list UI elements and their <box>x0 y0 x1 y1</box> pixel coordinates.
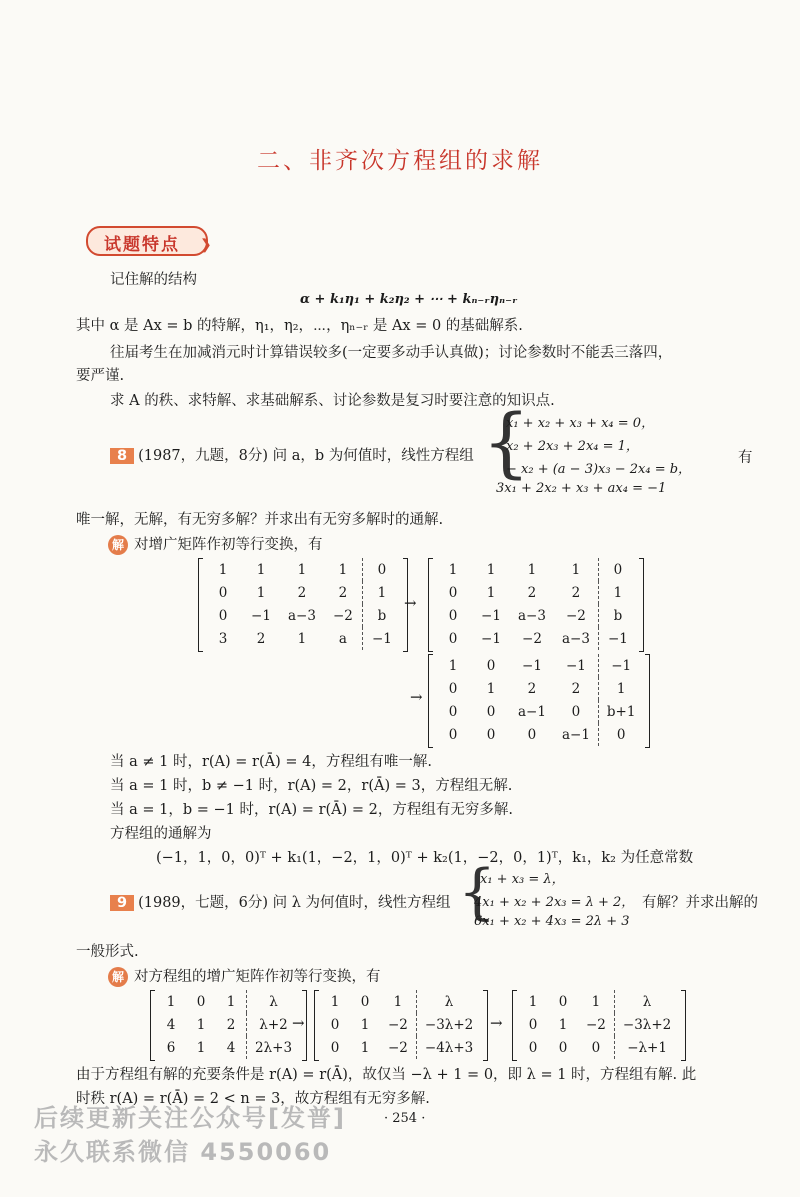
page-number: · 254 · <box>384 1111 426 1126</box>
matrix-row <box>518 1013 679 1036</box>
matrix-cell: 0 <box>571 703 581 720</box>
p8-eq3: − x₂ + (a − 3)x₃ − 2x₄ = b， <box>506 462 692 477</box>
matrix-cell: 1 <box>360 1039 370 1056</box>
p9-source-line <box>110 891 451 912</box>
matrix-cell: −2 <box>522 630 542 647</box>
p9-matrix3 <box>512 990 679 1059</box>
matrix-row <box>434 627 637 650</box>
p9-tail: 有解？并求出解的 <box>642 895 758 911</box>
matrix-cell: −1 <box>598 654 643 677</box>
matrix-row <box>434 558 637 581</box>
matrix-cell: 1 <box>256 561 266 578</box>
matrix-left-bracket <box>198 558 203 652</box>
matrix-cell: 3 <box>218 630 228 647</box>
matrix-row <box>156 1036 300 1059</box>
p9-conclusion1: 由于方程组有解的充要条件是 r(A) = r(Ā)，故仅当 −λ + 1 = 0，即 λ = 1 时，方程组有解. 此 <box>76 1067 697 1083</box>
p8-general-title: 方程组的通解为 <box>110 826 212 842</box>
matrix-cell: 1 <box>338 561 348 578</box>
matrix-cell: 0 <box>528 1039 538 1056</box>
matrix-cell: 1 <box>218 561 228 578</box>
matrix-cell: −3λ+2 <box>416 1013 481 1036</box>
matrix-cell: 2 <box>297 584 307 601</box>
matrix-cell: 0 <box>528 1016 538 1033</box>
p9-number: 9 <box>110 895 134 911</box>
section-title: 二、非齐次方程组的求解 <box>257 148 543 174</box>
matrix-cell: 1 <box>330 993 340 1010</box>
matrix-right-bracket <box>681 990 686 1061</box>
matrix-cell: −2 <box>333 607 353 624</box>
matrix-left-bracket <box>428 558 433 652</box>
p9-eq3: 6x₁ + x₂ + 4x₃ = 2λ + 3 <box>474 914 630 929</box>
matrix-cell: a−3 <box>288 607 316 624</box>
p8-eq1: x₁ + x₂ + x₃ + x₄ = 0， <box>506 416 655 431</box>
matrix-row <box>204 558 401 581</box>
matrix-cell: 1 <box>448 657 458 674</box>
watermark-line2: 永久联系微信 4550060 <box>34 1138 332 1166</box>
matrix-cell: −4λ+3 <box>416 1036 481 1059</box>
matrix-table <box>204 558 401 650</box>
matrix-row <box>434 723 643 746</box>
matrix-cell: 1 <box>527 561 537 578</box>
matrix-left-bracket <box>428 654 433 748</box>
p8-matrix3 <box>428 654 643 746</box>
matrix-left-bracket <box>512 990 517 1061</box>
matrix-cell: 2 <box>571 584 581 601</box>
matrix-cell: 1 <box>196 1016 206 1033</box>
matrix-cell: −2 <box>388 1039 408 1056</box>
matrix-row <box>320 1013 481 1036</box>
matrix-row <box>518 1036 679 1059</box>
matrix-cell: 0 <box>527 726 537 743</box>
matrix-cell: 1 <box>297 561 307 578</box>
badge-label: 试题特点 <box>104 235 180 255</box>
matrix-row <box>320 1036 481 1059</box>
matrix-cell: a−3 <box>561 630 590 647</box>
matrix-cell: 0 <box>448 584 458 601</box>
matrix-row <box>434 677 643 700</box>
matrix-cell: 0 <box>362 558 401 581</box>
matrix-row <box>434 700 643 723</box>
matrix-row <box>434 604 637 627</box>
p9-conclusion2: 时秩 r(A) = r(Ā) = 2 < n = 3，故方程组有无穷多解. <box>76 1091 430 1107</box>
p9-source: (1989，七题，6分) 问 λ 为何值时，线性方程组 <box>138 895 451 911</box>
matrix-cell: b+1 <box>598 700 643 723</box>
matrix-left-bracket <box>150 990 155 1061</box>
arrow-icon: → <box>292 1014 305 1032</box>
p8-source: (1987，九题，8分) 问 a，b 为何值时，线性方程组 <box>138 448 474 464</box>
intro-line3b: 要严谨. <box>76 368 125 384</box>
matrix-cell: −λ+1 <box>614 1036 679 1059</box>
p8-solution-intro-line <box>108 533 323 555</box>
matrix-cell: 0 <box>360 993 370 1010</box>
p8-number: 8 <box>110 448 134 464</box>
matrix-row <box>156 990 300 1013</box>
matrix-row <box>204 627 401 650</box>
p8-question2: 唯一解，无解，有无穷多解？并求出有无穷多解时的通解. <box>76 512 444 528</box>
solution-mark-icon: 解 <box>108 967 128 987</box>
matrix-cell: 1 <box>598 677 643 700</box>
matrix-cell: a−1 <box>561 726 590 743</box>
matrix-cell: −2 <box>565 607 586 624</box>
matrix-cell: −1 <box>522 657 542 674</box>
p9-eq1: x₁ + x₃ = λ， <box>480 872 565 887</box>
p8-matrix1 <box>198 558 401 650</box>
intro-line2: 其中 α 是 Ax = b 的特解，η₁，η₂，⋯，ηₙ₋ᵣ 是 Ax = 0 的基础解系. <box>76 318 523 334</box>
matrix-table <box>434 558 637 650</box>
matrix-row <box>204 604 401 627</box>
matrix-cell: 1 <box>393 993 403 1010</box>
matrix-cell: b <box>598 604 637 627</box>
p8-tail: 有 <box>738 450 753 466</box>
solution-mark-icon: 解 <box>108 535 128 555</box>
matrix-cell: 0 <box>448 607 458 624</box>
matrix-row <box>518 990 679 1013</box>
matrix-row <box>434 654 643 677</box>
matrix-cell: −1 <box>251 607 271 624</box>
matrix-cell: 0 <box>330 1039 340 1056</box>
intro-line4: 求 A 的秩、求特解、求基础解系、讨论参数是复习时要注意的知识点. <box>110 393 555 409</box>
intro-formula: α + k₁η₁ + k₂η₂ + ⋯ + kₙ₋ᵣηₙ₋ᵣ <box>300 292 518 307</box>
matrix-cell: 0 <box>448 703 458 720</box>
matrix-cell: 0 <box>598 723 643 746</box>
p9-solution-intro: 对方程组的增广矩阵作初等行变换，有 <box>134 969 381 985</box>
matrix-cell: 2 <box>226 1016 236 1033</box>
matrix-cell: 0 <box>448 726 458 743</box>
p9-solution-intro-line <box>108 965 381 987</box>
matrix-cell: 2 <box>256 630 266 647</box>
p8-case3: 当 a = 1，b = −1 时，r(A) = r(Ā) = 2，方程组有无穷多解. <box>110 802 513 818</box>
p9-eq2: 4x₁ + x₂ + 2x₃ = λ + 2， <box>474 895 635 910</box>
p8-solution-intro: 对增广矩阵作初等行变换，有 <box>134 537 323 553</box>
matrix-row <box>204 581 401 604</box>
matrix-cell: −3λ+2 <box>614 1013 679 1036</box>
p8-eq4: 3x₁ + 2x₂ + x₃ + ax₄ = −1 <box>496 481 667 496</box>
matrix-cell: 4 <box>226 1039 236 1056</box>
matrix-left-bracket <box>314 990 319 1061</box>
matrix-cell: b <box>362 604 401 627</box>
matrix-cell: 1 <box>196 1039 206 1056</box>
matrix-cell: λ <box>247 990 301 1013</box>
p8-source-line <box>110 444 474 465</box>
matrix-cell: 0 <box>218 584 228 601</box>
matrix-table <box>518 990 679 1059</box>
matrix-cell: −1 <box>481 607 501 624</box>
matrix-cell: 2 <box>571 680 581 697</box>
matrix-table <box>156 990 300 1059</box>
matrix-cell: 0 <box>558 1039 568 1056</box>
matrix-cell: 1 <box>598 581 637 604</box>
matrix-cell: 0 <box>598 558 637 581</box>
intro-line3a: 往届考生在加减消元时计算错误较多(一定要多动手认真做)；讨论参数时不能丢三落四， <box>110 345 673 361</box>
matrix-cell: 1 <box>226 993 236 1010</box>
matrix-cell: 0 <box>330 1016 340 1033</box>
p8-general: (−1，1，0，0)ᵀ + k₁(1，−2，1，0)ᵀ + k₂(1，−2，0，1)ᵀ，k₁，k₂ 为任意常数 <box>156 850 694 866</box>
matrix-cell: 0 <box>558 993 568 1010</box>
matrix-cell: 1 <box>362 581 401 604</box>
p8-brace: { <box>482 397 531 486</box>
intro-line1: 记住解的结构 <box>110 272 197 288</box>
matrix-cell: a−3 <box>518 607 546 624</box>
matrix-row <box>434 581 637 604</box>
p8-matrix2 <box>428 558 637 650</box>
matrix-right-bracket <box>639 558 644 652</box>
p8-case2: 当 a = 1 时，b ≠ −1 时，r(A) = 2，r(Ā) = 3，方程组无解. <box>110 778 513 794</box>
matrix-cell: λ+2 <box>247 1013 301 1036</box>
matrix-cell: 2 <box>527 680 537 697</box>
matrix-cell: 1 <box>486 561 496 578</box>
matrix-table <box>320 990 481 1059</box>
matrix-cell: 2λ+3 <box>247 1036 301 1059</box>
matrix-table <box>434 654 643 746</box>
matrix-cell: a−1 <box>518 703 546 720</box>
matrix-cell: 0 <box>448 680 458 697</box>
matrix-cell: 0 <box>218 607 228 624</box>
matrix-cell: 1 <box>448 561 458 578</box>
arrow-icon: → <box>410 688 423 706</box>
arrow-icon: → <box>404 594 417 612</box>
matrix-cell: 1 <box>256 584 266 601</box>
matrix-cell: 1 <box>486 584 496 601</box>
matrix-cell: 1 <box>360 1016 370 1033</box>
matrix-row <box>320 990 481 1013</box>
matrix-cell: 1 <box>297 630 307 647</box>
matrix-cell: 1 <box>528 993 538 1010</box>
matrix-cell: −2 <box>586 1016 606 1033</box>
p9-matrix2 <box>314 990 481 1059</box>
matrix-right-bracket <box>483 990 488 1061</box>
matrix-cell: 2 <box>338 584 348 601</box>
watermark-line1: 后续更新关注公众号[发普] <box>34 1104 346 1132</box>
matrix-cell: 0 <box>486 657 496 674</box>
badge: 试题特点 ❯ <box>82 223 214 257</box>
matrix-cell: 0 <box>448 630 458 647</box>
matrix-cell: −2 <box>388 1016 408 1033</box>
matrix-right-bracket <box>645 654 650 748</box>
matrix-row <box>156 1013 300 1036</box>
matrix-cell: −1 <box>598 627 637 650</box>
matrix-cell: 1 <box>571 561 581 578</box>
matrix-cell: 6 <box>166 1039 176 1056</box>
matrix-cell: −1 <box>481 630 501 647</box>
matrix-cell: λ <box>614 990 679 1013</box>
matrix-cell: 0 <box>196 993 206 1010</box>
matrix-cell: λ <box>416 990 481 1013</box>
p8-eq2: x₂ + 2x₃ + 2x₄ = 1， <box>506 439 639 454</box>
matrix-cell: 0 <box>486 703 496 720</box>
arrow-icon: → <box>490 1014 503 1032</box>
p8-case1: 当 a ≠ 1 时，r(A) = r(Ā) = 4，方程组有唯一解. <box>110 754 432 770</box>
matrix-cell: −1 <box>362 627 401 650</box>
matrix-cell: 1 <box>166 993 176 1010</box>
matrix-cell: 1 <box>558 1016 568 1033</box>
matrix-cell: 1 <box>591 993 601 1010</box>
matrix-cell: 4 <box>166 1016 176 1033</box>
matrix-cell: 0 <box>591 1039 601 1056</box>
matrix-cell: a <box>338 630 347 647</box>
p9-matrix1 <box>150 990 300 1059</box>
p9-question2: 一般形式. <box>76 944 139 960</box>
matrix-cell: 1 <box>486 680 496 697</box>
p9-brace: { <box>458 857 497 927</box>
matrix-cell: −1 <box>565 657 586 674</box>
matrix-cell: 0 <box>486 726 496 743</box>
matrix-cell: 2 <box>527 584 537 601</box>
